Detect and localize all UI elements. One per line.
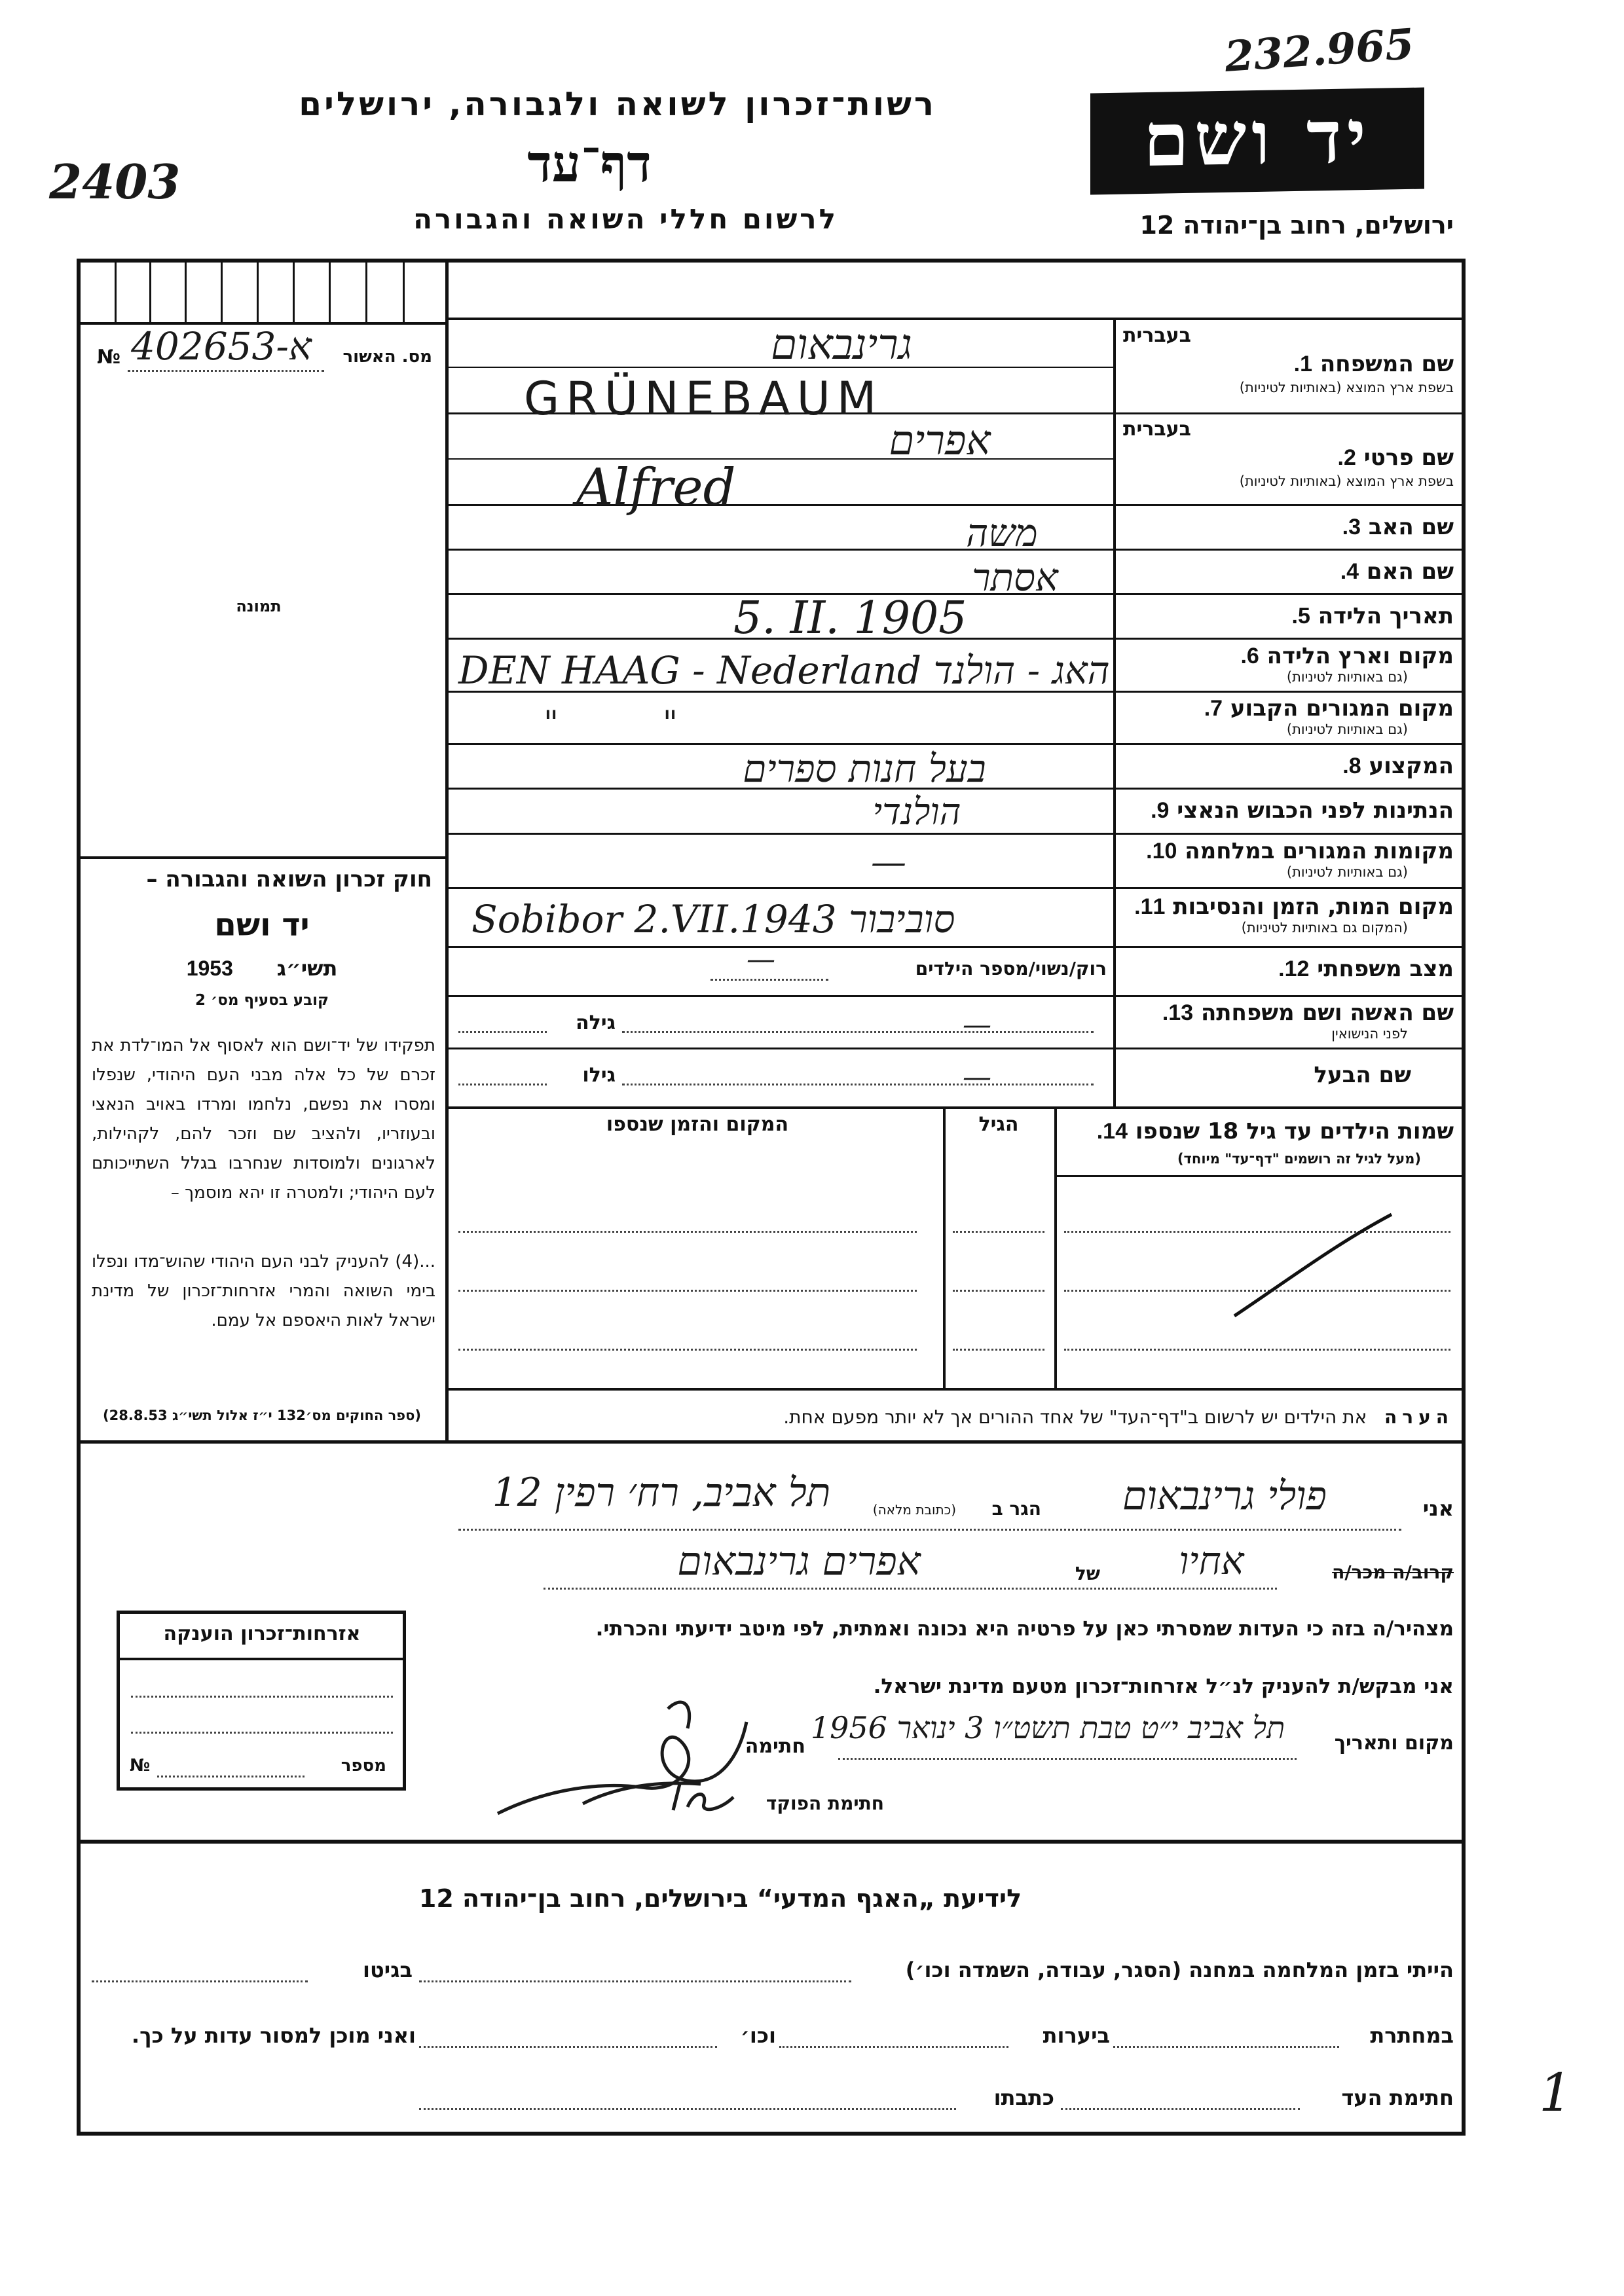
bottom-line2d: ואני מוכן למסור עדות על כך. <box>131 2023 416 2048</box>
form-subtitle: לרשום חללי השואה והגבורה <box>413 203 838 235</box>
wife-age-label: גילה <box>576 1011 616 1034</box>
field-2-label <box>1123 418 1454 489</box>
bottom-line1b: בגיטו <box>363 1958 413 1982</box>
birthplace: DEN HAAG - Nederland האג - הולנד <box>458 648 1110 693</box>
children-col-age: הגיל <box>978 1113 1019 1136</box>
law-clause: קובע בסעיף מס׳ 2 <box>195 992 329 1009</box>
field-7-note: (גם באותיות לטיניות) <box>1286 721 1408 737</box>
field-9-label: הנתינות לפני הכבוש הנאצי 9. <box>1151 797 1454 824</box>
father-name: משה <box>966 511 1038 555</box>
field-6-label: מקום וארץ הלידה 6. (גם באותיות לטיניות) <box>1123 643 1454 685</box>
nationality: הולנדי <box>872 791 961 833</box>
statement-text: מצהיר/ה בזה כי העדות שמסרתי כאן על פרטיה היא נכונה ואמתית, לפי מיטב ידיעתי והכרתי. <box>595 1617 1454 1641</box>
archive-number: 232.965 <box>1223 19 1416 82</box>
field-4-label: שם האם 4. <box>1340 558 1454 585</box>
photo-label: תמונה <box>236 597 282 615</box>
approval-label: מס. האשור <box>342 347 432 367</box>
children-col-place: המקום והזמן שנספו <box>606 1113 789 1136</box>
children-label: שמות הילדים עד גיל 18 שנספו 14. <box>1096 1118 1454 1144</box>
place-date-value: תל אביב י״ט טבת תשט״ו 3 ינואר 1956 <box>810 1710 1285 1745</box>
field-1-num: 1. <box>1293 352 1313 376</box>
deceased-name: אפרים גרינבאום <box>677 1539 921 1584</box>
birth-date: 5. II. 1905 <box>733 592 967 644</box>
field-1-note: בשפת ארץ המוצא (באותיות לטיניות) <box>1239 380 1454 395</box>
mother-name: אסתר <box>972 555 1058 600</box>
occupation: בעל חנות ספרים <box>743 746 986 791</box>
relation-value: אחיו <box>1179 1539 1244 1583</box>
approval-no-sign: № <box>97 346 121 369</box>
field-5-label: תאריך הלידה 5. <box>1291 603 1454 629</box>
note-label: הערה <box>1384 1406 1454 1428</box>
children-note: (מעל לגיל זה רושמים "דף־עד" מיוחד) <box>1177 1151 1421 1167</box>
field-2-num: 2. <box>1337 445 1356 470</box>
declarant-address: תל אביב, רח׳ רפין 12 <box>492 1470 831 1516</box>
law-name: יד ושם <box>214 907 310 943</box>
law-text-1: תפקידו של יד־ושם הוא לאסוף אל המו־לדת את זכרם של כל אלה מבני העם היהודי, שנפלו ומסרו את נפשם, נלחמו ומרדו באויב הנאצי ובעוזריו, ולהציב שם וזכר להם, לקהילות, לארגונים ולמוסדות שנחרבו בגלל השתייכותם לעם היהודי; ולמטרה זו יהא מוסמך – <box>92 1036 435 1203</box>
field-12-label: מצב משפחתי 12. <box>1278 956 1454 982</box>
husband-label: שם הבעל <box>1314 1062 1411 1088</box>
field-3-label: שם האב 3. <box>1342 514 1454 540</box>
surname-latin: GRÜNEBAUM <box>524 372 883 426</box>
officer-signature <box>668 1777 740 1817</box>
citizenship-no-sign: № <box>130 1756 151 1776</box>
field-10-label: מקומות המגורים במלחמה 10. (גם באותיות לטיניות) <box>1123 838 1454 880</box>
wife-name-value: — <box>963 1008 991 1042</box>
authority-name: רשות־זכרון לשואה ולגבורה, ירושלים <box>299 85 936 123</box>
approval-number: 402653-א <box>131 324 312 369</box>
residence: " " <box>544 704 678 742</box>
declarant-name: פולי גרינבאום <box>1122 1473 1327 1519</box>
address-label: (כתובת מלאה) <box>872 1502 956 1518</box>
family-status-value: — <box>747 943 775 976</box>
law-title: חוק זכרון השואה והגבורה – <box>146 866 432 892</box>
citizenship-title: אזרחות־זכרון הוענקה <box>163 1622 361 1645</box>
field-13-label: שם האשה ושם משפחתה 13. לפני הנישואין <box>1123 1000 1454 1042</box>
family-status-options: רוק/נשוי/מספר הילדים <box>915 958 1107 979</box>
law-year-hebrew: תשי״ג <box>276 956 338 981</box>
husband-name-value: — <box>963 1061 991 1094</box>
firstname-latin: Alfred <box>576 458 736 517</box>
note-text: את הילדים יש לרשום ב"דף־העד" של אחד ההורים אך לא יותר מפעם אחת. <box>783 1406 1367 1428</box>
stamp-number: 2403 <box>49 154 181 210</box>
place-date-label: מקום ותאריך <box>1334 1732 1454 1755</box>
form-title: דף־עד <box>527 134 652 194</box>
law-text-2: ...(4) להעניק לבני העם היהודי שהוש־מדו ונפלו בימי השואה והמרי אזרחות־זכרון של מדינת ישראל לאות היאספם אל עמם. <box>92 1252 435 1330</box>
field-6-note: (גם באותיות לטיניות) <box>1286 669 1408 685</box>
law-source: (ספר החוקים מס׳132 י״ז אלול תשי״ג 28.8.53) <box>103 1408 421 1423</box>
residing-label: הגר ב <box>991 1498 1041 1520</box>
law-year-row <box>92 956 432 981</box>
field-2-note: בשפת ארץ המוצא (באותיות לטיניות) <box>1239 473 1454 489</box>
children-strike-line <box>1231 1211 1395 1322</box>
field-1-label <box>1123 324 1454 395</box>
wartime-residence: — <box>871 841 906 883</box>
bottom-line1a: הייתי בזמן המלחמה במחנה (הסגר, עבודה, השמדה וכו׳) <box>905 1958 1454 1982</box>
address: ירושלים, רחוב בן־יהודה 12 <box>1139 211 1454 240</box>
yad-vashem-logo <box>1090 88 1424 195</box>
request-text: אני מבקש/ת להעניק לנ״ל אזרחות־זכרון מטעם מדינת ישראל. <box>873 1675 1454 1698</box>
surname-hebrew: גרינבאום <box>771 321 912 369</box>
field-2-tag: בעברית <box>1123 418 1191 441</box>
field-1-name: שם המשפחה <box>1320 351 1454 377</box>
husband-age-label: גילו <box>582 1064 616 1087</box>
relative-label: קרוב/ה מכר/ה <box>1332 1561 1454 1583</box>
law-year: 1953 <box>186 957 233 980</box>
of-label: של <box>1075 1563 1100 1584</box>
declaration-prefix: אני <box>1422 1496 1454 1521</box>
bottom-title: לידיעת „האגף המדעי“ בירושלים, רחוב בן־יהודה 12 <box>418 1884 1022 1913</box>
signature-label: חתימה <box>745 1735 805 1758</box>
bottom-line3a: חתימת העד <box>1341 2085 1454 2110</box>
logo-text: יד ושם <box>1143 93 1372 184</box>
field-11-note: (המקום גם באותיות לטיניות) <box>1241 920 1408 936</box>
margin-mark: 1 <box>1539 2062 1572 2123</box>
field-10-note: (גם באותיות לטיניות) <box>1286 864 1408 880</box>
bottom-line2a: במחתרת <box>1370 2023 1454 2048</box>
field-7-label: מקום המגורים הקבוע 7. (גם באותיות לטיניות) <box>1123 695 1454 737</box>
field-1-tag: בעברית <box>1123 324 1191 347</box>
field-13-note: לפני הנישואין <box>1331 1026 1408 1042</box>
field-11-label: מקום המות, הזמן והנסיבות 11. (המקום גם באותיות לטיניות) <box>1123 894 1454 936</box>
firstname-hebrew: אפרים <box>889 416 991 464</box>
field-2-name: שם פרטי <box>1363 445 1454 471</box>
bottom-line3b: כתבתו <box>993 2085 1054 2110</box>
bottom-line2c: וכו׳ <box>740 2023 776 2048</box>
bottom-line2b: ביערות <box>1043 2023 1110 2048</box>
note-row <box>458 1406 1454 1428</box>
field-8-label: המקצוע 8. <box>1342 753 1454 779</box>
officer-signature-label: חתימת הפוקד <box>766 1793 884 1814</box>
death-place: Sobibor 2.VII.1943 סוביבור <box>471 897 955 941</box>
citizenship-number-label: מספר <box>341 1756 386 1776</box>
